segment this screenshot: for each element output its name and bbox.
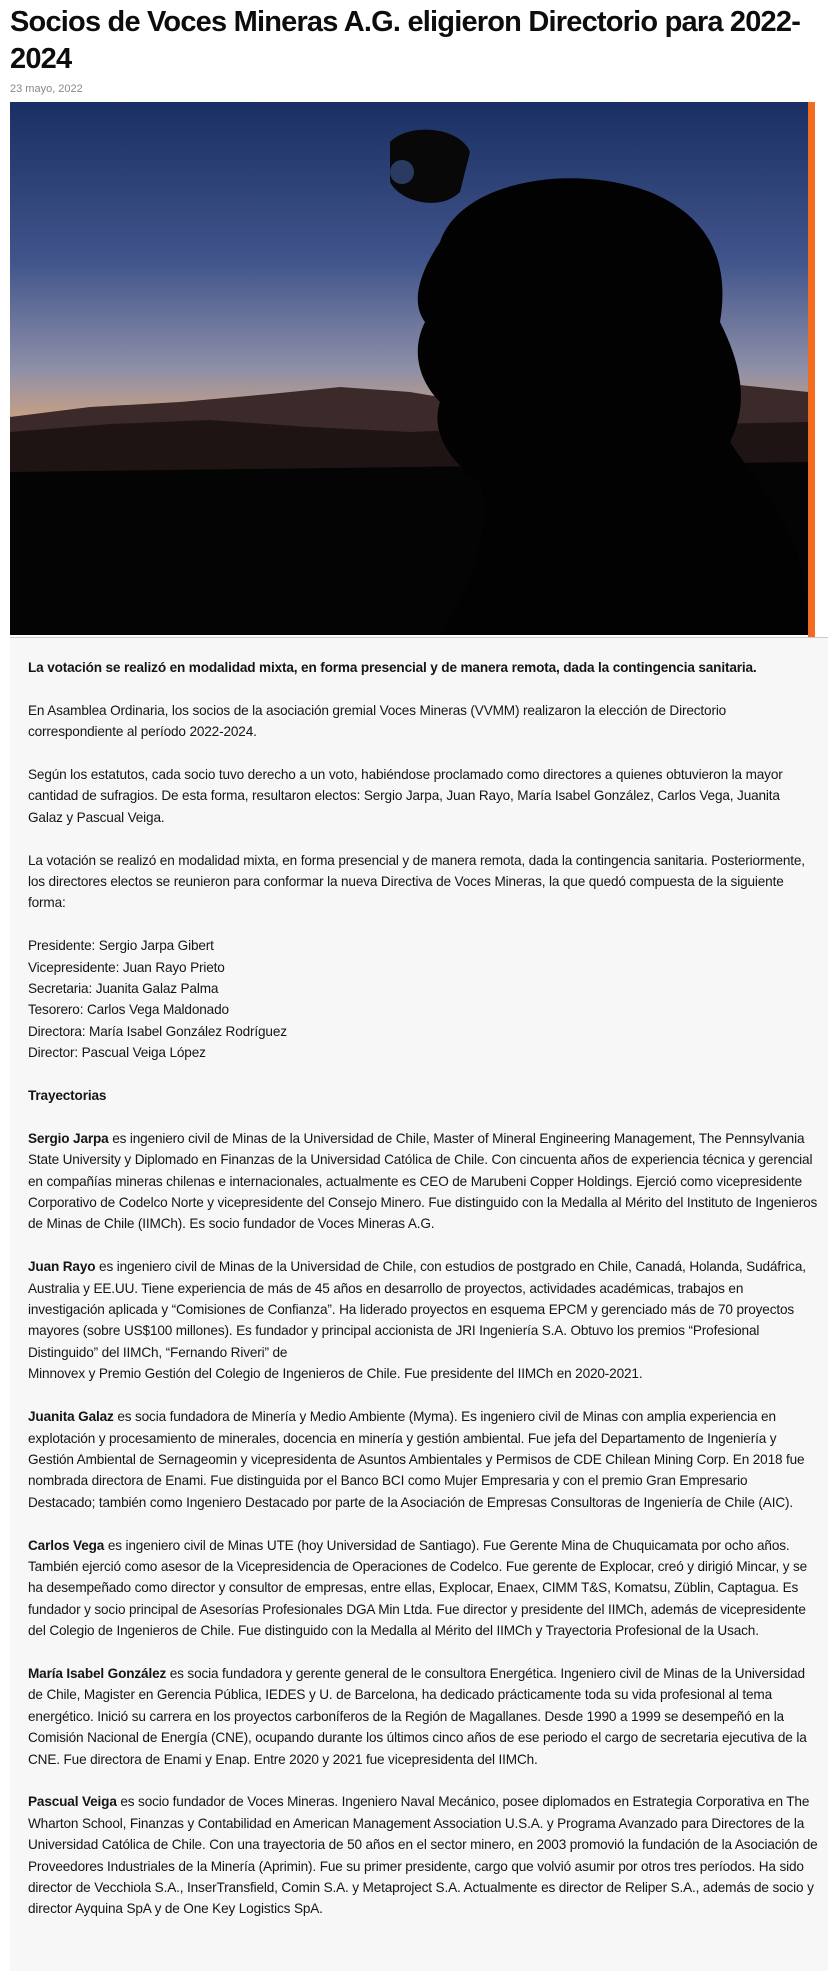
bio-text: es ingeniero civil de Minas de la Universidad de Chile, con estudios de postgrado en Chile, Canadá, Holanda, Sudáfrica, Australia y EE.UU. Tiene experiencia de más de 45 años en desarrollo de proyectos, actividades académicas, trabajos en investigación aplicada y “Comisiones de Confianza”. Ha liderado proyectos en esquema EPCM y gerenciado más de 70 proyectos mayores (sobre US$100 millones). Es fundador y principal accionista de JRI Ingeniería S.A. Obtuvo los premios “Profesional Distinguido” del IIMCh, “Fernando Riveri” de	[28, 1259, 806, 1360]
section-heading: Trayectorias	[28, 1088, 107, 1104]
board-member: Vicepresidente: Juan Rayo Prieto	[28, 959, 225, 975]
bio-juanita-galaz	[28, 1406, 818, 1513]
hero-section	[0, 102, 828, 637]
bio-sergio-jarpa	[28, 1128, 818, 1235]
bio-name: Sergio Jarpa	[28, 1130, 109, 1146]
paragraph: La votación se realizó en modalidad mixta, en forma presencial y de manera remota, dada la contingencia sanitaria. Posteriormente, los directores electos se reunieron para conformar la nueva Directiva de Voces Mineras, la que quedó compuesta de la siguiente forma:	[28, 852, 805, 911]
paragraph: En Asamblea Ordinaria, los socios de la asociación gremial Voces Mineras (VVMM) realizaron la elección de Directorio correspondiente al período 2022-2024.	[28, 702, 727, 740]
board-member: Secretaria: Juanita Galaz Palma	[28, 981, 219, 997]
bio-name: Pascual Veiga	[28, 1794, 117, 1810]
bio-text: Minnovex y Premio Gestión del Colegio de Ingenieros de Chile. Fue presidente del IIMCh en 2020-2021.	[28, 1366, 643, 1382]
bio-text: es ingeniero civil de Minas UTE (hoy Universidad de Santiago). Fue Gerente Mina de Chuquicamata por ocho años. También ejerció como asesor de la Vicepresidencia de Operaciones de Codelco. Fue gerente de Explocar, creó y dirigió Mincar, y se ha desempeñado como director y consultor de empresas, entre ellas, Explocar, Enaex, CIMM T&S, Komatsu, Züblin, Captagua. Es fundador y socio principal de Asesorías Profesionales DGA Min Ltda. Fue director y presidente del IIMCh, además de vicepresidente del Colegio de Ingenieros de Chile. Fue distinguido con la Medalla al Mérito del IIMCh y Trayectoria Profesional de la Usach.	[28, 1537, 808, 1639]
bio-text: es ingeniero civil de Minas de la Universidad de Chile, Master of Mineral Engineering Management, The Pennsylvania State University y Diplomado en Finanzas de la Universidad Católica de Chile. Con cincuenta años de experiencia técnica y gerencial en compañías mineras chilenas e internacionales, actualmente es CEO de Marubeni Copper Holdings. Ejerció como vicepresidente Corporativo de Codelco Norte y vicepresidente del Consejo Minero. Fue distinguido con la Medalla al Mérito del Instituto de Ingenieros de Minas de Chile (IIMCh). Es socio fundador de Voces Mineras A.G.	[28, 1130, 818, 1232]
board-list	[28, 935, 818, 1063]
bio-name: Carlos Vega	[28, 1537, 105, 1553]
article-body	[10, 637, 828, 1971]
board-member: Presidente: Sergio Jarpa Gibert	[28, 938, 214, 954]
board-member: Directora: María Isabel González Rodríguez	[28, 1023, 287, 1039]
paragraph: Según los estatutos, cada socio tuvo derecho a un voto, habiéndose proclamado como directores a quienes obtuvieron la mayor cantidad de sufragios. De esta forma, resultaron electos: Sergio Jarpa, Juan Rayo, María Isabel González, Carlos Vega, Juanita Galaz y Pascual Veiga.	[28, 767, 783, 825]
article-date: 23 mayo, 2022	[10, 83, 83, 95]
bio-name: Juanita Galaz	[28, 1409, 114, 1425]
board-member: Director: Pascual Veiga López	[28, 1045, 206, 1061]
bio-text: es socio fundador de Voces Mineras. Ingeniero Naval Mecánico, posee diplomados en Estrategia Corporativa en The Wharton School, Finanzas y Contabilidad en American Management Association U.S.A. y Programa Avanzado para Directores de la Universidad Católica de Chile. Con una trayectoria de 50 años en el sector minero, en 2003 promovió la fundación de la Asociación de Proveedores Industriales de la Minería (Aprimin). Fue su primer presidente, cargo que volvió asumir por otros tres períodos. Ha sido director de Vecchiola S.A., InserTransfield, Comin S.A. y Metaproject S.A. Actualmente es director de Reliper S.A., además de socio y director Ayquina SpA y de One Key Logistics SpA.	[28, 1794, 818, 1917]
bio-maria-isabel-gonzalez	[28, 1663, 818, 1770]
bio-pascual-veiga	[28, 1791, 818, 1919]
hero-image-miner-silhouette	[10, 102, 808, 635]
accent-bar	[808, 102, 815, 637]
article-title: Socios de Voces Mineras A.G. eligieron Directorio para 2022-2024	[10, 6, 801, 75]
bio-carlos-vega	[28, 1535, 818, 1642]
bio-text: es socia fundadora de Minería y Medio Ambiente (Myma). Es ingeniero civil de Minas con amplia experiencia en explotación y procesamiento de minerales, docencia en minería y gestión ambiental. Fue jefa del Departamento de Ingeniería y Gestión Ambiental de Sernageomin y vicepresidenta de Asuntos Ambientales y Permisos de CDE Chilean Mining Corp. En 2018 fue nombrada directora de Enami. Fue distinguida por el Banco BCI como Mujer Empresaria y con el premio Gran Empresario Destacado; también como Ingeniero Destacado por parte de la Asociación de Empresas Consultoras de Ingeniería de Chile (AIC).	[28, 1409, 805, 1510]
bio-juan-rayo	[28, 1256, 818, 1384]
article-lead: La votación se realizó en modalidad mixta, en forma presencial y de manera remota, dada la contingencia sanitaria.	[28, 660, 757, 675]
board-member: Tesorero: Carlos Vega Maldonado	[28, 1002, 229, 1018]
bio-text: es socia fundadora y gerente general de le consultora Energética. Ingeniero civil de Minas de la Universidad de Chile, Magister en Gerencia Pública, IEDES y U. de Barcelona, ha dedicado prácticamente toda su vida profesional al tema energético. Inició su carrera en los proyectos carboníferos de la Región de Magallanes. Desde 1990 a 1999 se desempeñó en la Comisión Nacional de Energía (CNE), ocupando durante los últimos cinco años de ese periodo el cargo de secretaria ejecutiva de la CNE. Fue directora de Enami y Enap. Entre 2020 y 2021 fue vicepresidenta del IIMCh.	[28, 1665, 807, 1767]
bio-name: Juan Rayo	[28, 1259, 96, 1275]
bio-name: María Isabel González	[28, 1665, 167, 1681]
